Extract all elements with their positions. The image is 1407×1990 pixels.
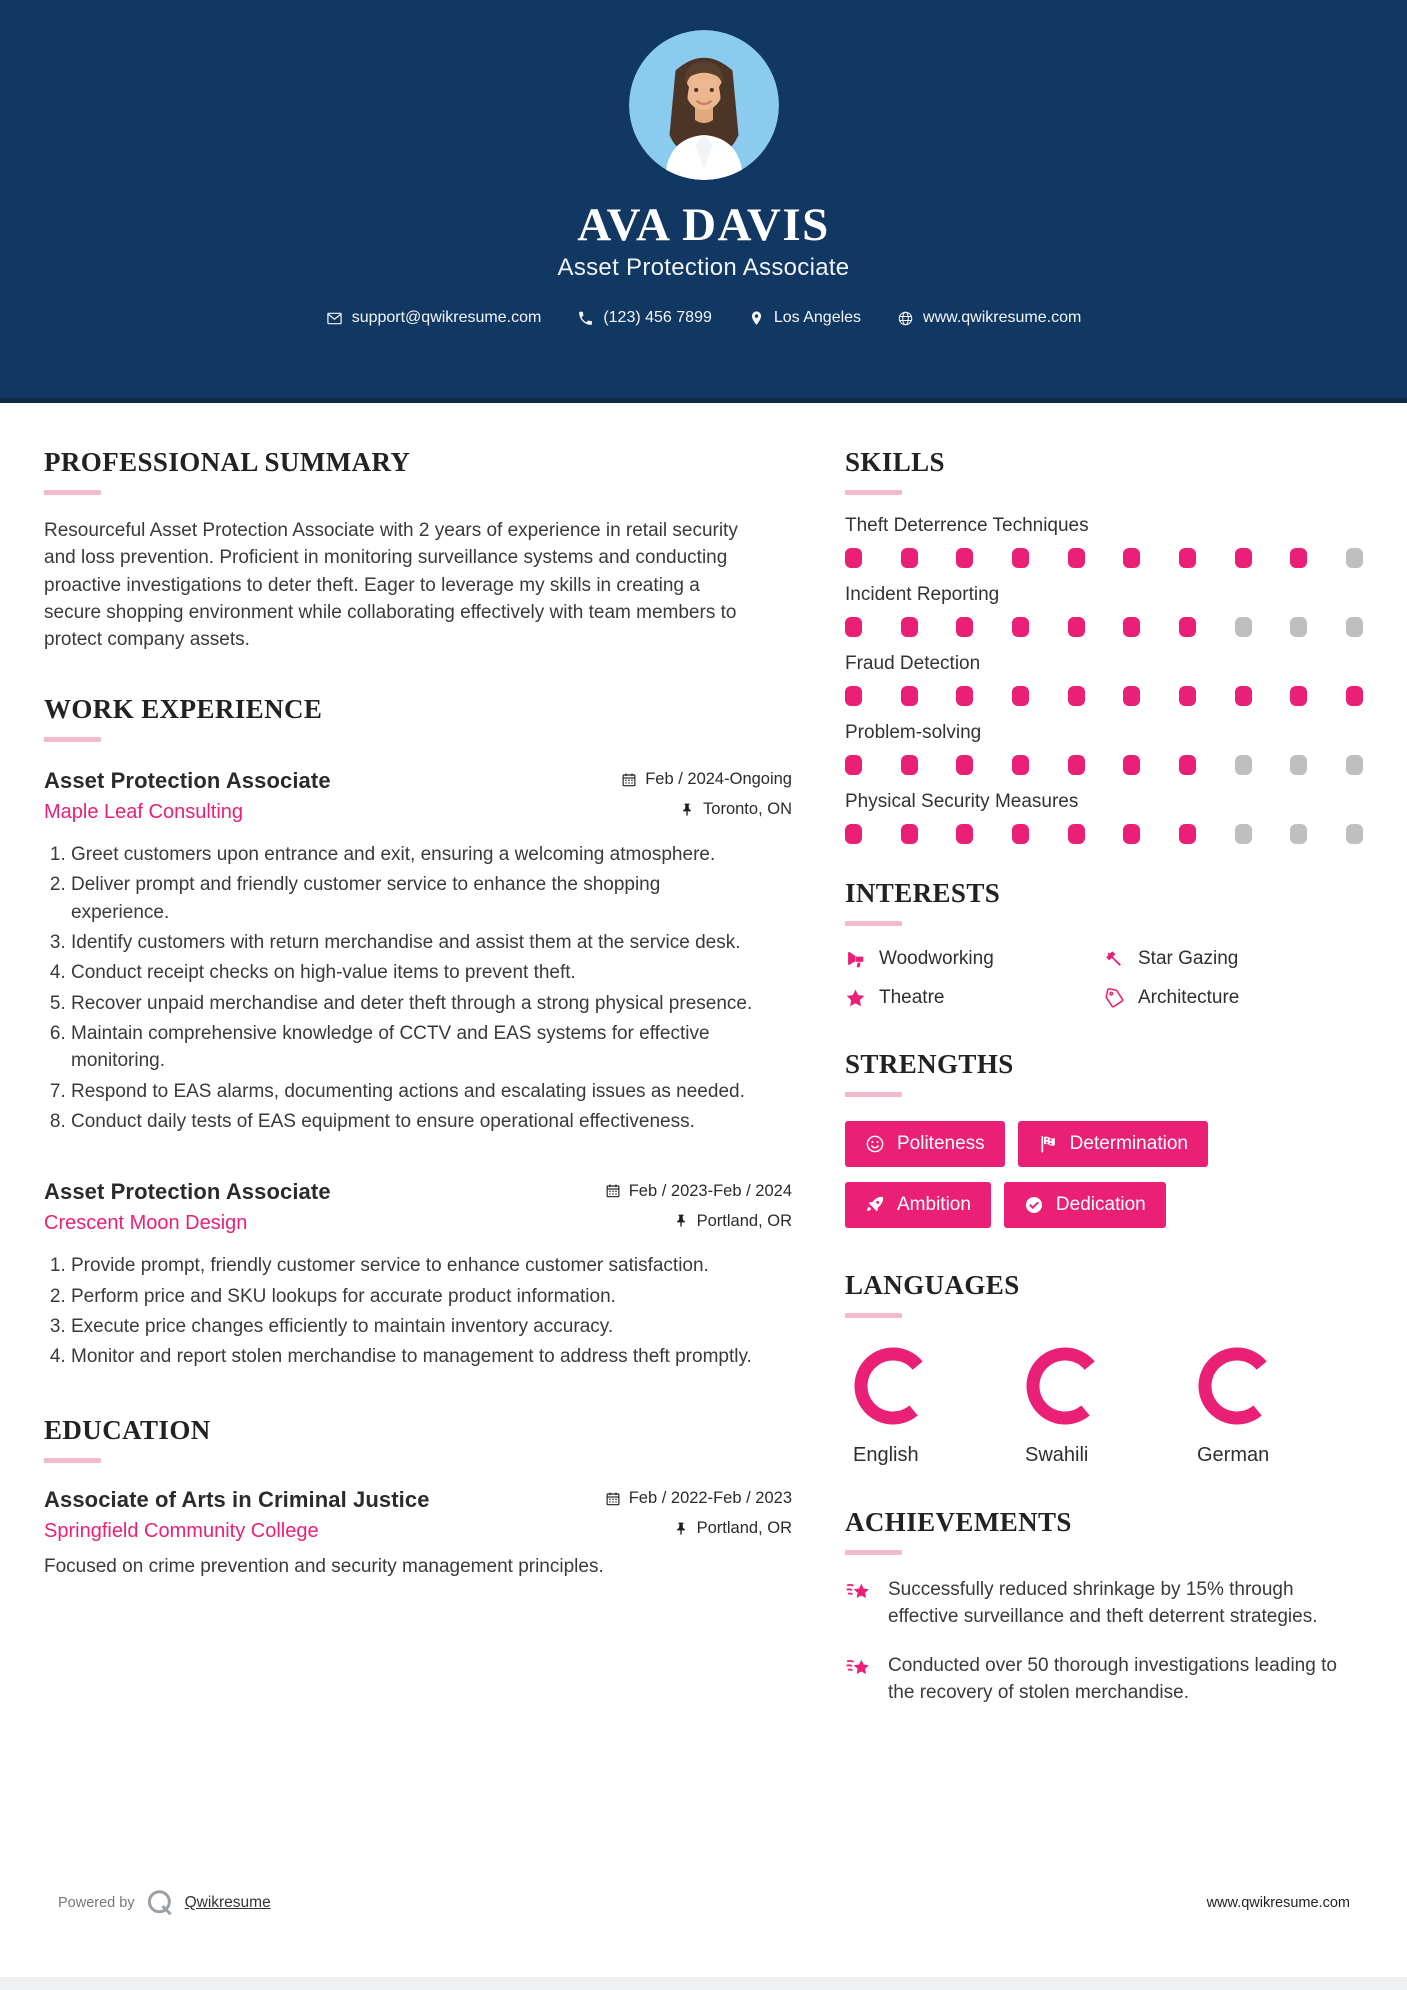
left-column [44, 447, 792, 1707]
interest-label: Theatre [879, 987, 945, 1008]
achievement-item [845, 1577, 1363, 1631]
powered-by [58, 1888, 271, 1918]
skill-dot [1068, 617, 1085, 637]
skill-dot [1012, 548, 1029, 568]
check-circle-icon [1024, 1195, 1044, 1215]
contact-email[interactable] [326, 309, 542, 327]
skill-dot [1068, 686, 1085, 706]
section-strengths [845, 1049, 1363, 1228]
job-bullet: 3. Execute price changes efficiently to maintain inventory accuracy. [71, 1313, 756, 1340]
strength-label: Ambition [897, 1194, 971, 1215]
skill-rating [845, 686, 1363, 706]
heading-underline [845, 1092, 902, 1097]
skill-dot [1012, 617, 1029, 637]
job-bullets [44, 1252, 792, 1370]
candidate-name: AVA DAVIS [577, 199, 830, 251]
section-interests [845, 878, 1363, 1009]
contact-phone[interactable] [577, 309, 712, 327]
job-dates-text: Feb / 2024-Ongoing [645, 770, 792, 789]
skill-dot [956, 824, 973, 844]
location-pin-icon [748, 310, 765, 327]
shooting-star-icon [845, 1579, 872, 1606]
calendar-icon [621, 772, 637, 788]
page-bottom-edge [0, 1977, 1407, 1990]
language-progress-ring [1023, 1344, 1107, 1428]
heading-underline [845, 921, 902, 926]
skill-dot [956, 755, 973, 775]
language-name: German [1197, 1444, 1270, 1466]
skill-item [845, 653, 1363, 706]
achievement-text: Successfully reduced shrinkage by 15% through effective surveillance and theft deterrent strategies. [888, 1579, 1318, 1627]
pushpin-icon [679, 802, 695, 818]
strength-label: Dedication [1055, 1194, 1146, 1215]
skill-dot [956, 617, 973, 637]
heading-underline [44, 737, 101, 742]
section-heading-summary: PROFESSIONAL SUMMARY [44, 447, 411, 477]
profile-photo [629, 30, 779, 180]
section-languages [845, 1270, 1363, 1467]
megaphone-icon [845, 949, 866, 970]
pushpin-icon [673, 1213, 689, 1229]
heading-underline [845, 1313, 902, 1318]
skill-dot [901, 755, 918, 775]
skill-dot [845, 548, 862, 568]
strength-badge [1018, 1121, 1208, 1167]
skill-dot [1290, 755, 1307, 775]
job-bullet: 3. Identify customers with return merchandise and assist them at the service desk. [71, 929, 756, 956]
skill-name: Theft Deterrence Techniques [845, 515, 1089, 536]
skill-dot [901, 686, 918, 706]
skill-dot [1179, 617, 1196, 637]
achievements-list [845, 1577, 1363, 1707]
skill-dot [1123, 824, 1140, 844]
skill-name: Fraud Detection [845, 653, 981, 674]
contact-bar [0, 309, 1407, 327]
job-location-text: Toronto, ON [703, 800, 792, 819]
job-bullet: 4. Conduct receipt checks on high-value items to prevent theft. [71, 959, 756, 986]
job-entry [44, 768, 792, 1136]
skill-dot [901, 617, 918, 637]
interest-label: Woodworking [879, 948, 994, 969]
degree-title: Associate of Arts in Criminal Justice [44, 1486, 430, 1512]
achievement-text: Conducted over 50 thorough investigations leading to the recovery of stolen merchandise. [888, 1654, 1337, 1703]
job-dates [605, 1182, 792, 1201]
job-entry [44, 1179, 792, 1370]
language-progress-ring [851, 1344, 935, 1428]
skill-rating [845, 617, 1363, 637]
strengths-badges [845, 1121, 1363, 1228]
skill-dot [1290, 824, 1307, 844]
skill-dot [1346, 686, 1363, 706]
education-location [673, 1519, 792, 1538]
skill-name: Incident Reporting [845, 584, 1000, 605]
star-icon [845, 988, 866, 1009]
skill-dot [1235, 824, 1252, 844]
job-bullet: 7. Respond to EAS alarms, documenting actions and escalating issues as needed. [71, 1078, 756, 1105]
section-heading-experience: WORK EXPERIENCE [44, 693, 323, 724]
skill-dot [845, 686, 862, 706]
contact-location [748, 309, 861, 327]
language-item [1017, 1344, 1189, 1467]
section-education [44, 1415, 792, 1578]
section-professional-summary [44, 447, 792, 654]
job-location [673, 1212, 792, 1231]
job-bullet: 5. Recover unpaid merchandise and deter theft through a strong physical presence. [71, 990, 756, 1017]
job-title: Asset Protection Associate [44, 1179, 331, 1205]
skill-dot [1179, 548, 1196, 568]
strength-label: Politeness [897, 1133, 985, 1154]
tag-icon [1104, 988, 1125, 1009]
qwikresume-logo-icon [145, 1888, 175, 1918]
header [0, 0, 1407, 403]
content [0, 403, 1407, 1707]
section-skills [845, 447, 1363, 844]
heading-underline [44, 490, 101, 495]
skill-dot [1179, 824, 1196, 844]
languages-row [845, 1344, 1363, 1467]
skill-dot [1012, 686, 1029, 706]
skill-name: Physical Security Measures [845, 791, 1079, 812]
footer [0, 1888, 1407, 1918]
skill-dot [1235, 548, 1252, 568]
education-location-text: Portland, OR [696, 1519, 792, 1538]
calendar-icon [605, 1491, 621, 1507]
job-bullet: 8. Conduct daily tests of EAS equipment to ensure operational effectiveness. [71, 1108, 756, 1135]
language-item [1189, 1344, 1361, 1467]
skill-dot [1346, 617, 1363, 637]
skill-rating [845, 824, 1363, 844]
strength-badge [845, 1121, 1005, 1167]
globe-icon [897, 310, 914, 327]
section-achievements [845, 1507, 1363, 1707]
smiley-icon [865, 1134, 885, 1154]
skill-dot [1068, 824, 1085, 844]
heading-underline [845, 490, 902, 495]
job-bullet: 4. Monitor and report stolen merchandise to management to address theft promptly. [71, 1343, 756, 1370]
footer-website: www.qwikresume.com [1206, 1895, 1350, 1911]
contact-website-text: www.qwikresume.com [923, 309, 1082, 326]
education-dates [605, 1489, 792, 1508]
skill-dot [956, 686, 973, 706]
skill-dot [1290, 686, 1307, 706]
interest-label: Star Gazing [1138, 948, 1239, 969]
calendar-icon [605, 1183, 621, 1199]
heading-underline [44, 1458, 101, 1463]
job-bullet: 2. Deliver prompt and friendly customer service to enhance the shopping experience. [71, 871, 756, 926]
interest-item [1104, 948, 1363, 970]
skill-rating [845, 755, 1363, 775]
achievement-item [845, 1653, 1363, 1707]
skill-dot [956, 548, 973, 568]
pushpin-icon [673, 1521, 689, 1537]
section-heading-languages: LANGUAGES [845, 1270, 1020, 1300]
skill-dot [845, 824, 862, 844]
skill-dot [1179, 755, 1196, 775]
contact-email-text: support@qwikresume.com [351, 309, 542, 326]
skills-list [845, 515, 1363, 844]
school-name: Springfield Community College [44, 1519, 319, 1542]
language-progress-ring [1195, 1344, 1279, 1428]
skill-dot [1012, 824, 1029, 844]
strength-label: Determination [1069, 1133, 1188, 1154]
education-dates-text: Feb / 2022-Feb / 2023 [628, 1489, 792, 1508]
skill-dot [1346, 548, 1363, 568]
interests-grid [845, 948, 1363, 1009]
powered-by-label: Powered by [58, 1895, 135, 1911]
contact-location-text: Los Angeles [773, 309, 862, 326]
job-bullet: 6. Maintain comprehensive knowledge of CCTV and EAS systems for effective monitoring. [71, 1020, 756, 1075]
skill-dot [1179, 686, 1196, 706]
qwikresume-link[interactable]: Qwikresume [184, 1894, 271, 1911]
contact-phone-text: (123) 456 7899 [603, 309, 712, 326]
strength-badge [1004, 1182, 1166, 1228]
jobs-container [44, 768, 792, 1371]
flag-icon [1038, 1134, 1058, 1154]
section-heading-skills: SKILLS [845, 447, 945, 477]
gavel-icon [1104, 949, 1125, 970]
skill-rating [845, 548, 1363, 568]
skill-dot [1235, 755, 1252, 775]
candidate-title: Asset Protection Associate [557, 254, 850, 281]
language-name: Swahili [1025, 1444, 1089, 1466]
job-company: Maple Leaf Consulting [44, 800, 244, 823]
job-company: Crescent Moon Design [44, 1212, 248, 1235]
skill-dot [845, 617, 862, 637]
skill-dot [1235, 617, 1252, 637]
heading-underline [845, 1550, 902, 1555]
skill-dot [845, 755, 862, 775]
job-location [679, 800, 792, 819]
job-bullet: 1. Greet customers upon entrance and exit, ensuring a welcoming atmosphere. [71, 841, 756, 868]
section-heading-strengths: STRENGTHS [845, 1049, 1014, 1079]
section-work-experience [44, 694, 792, 1371]
skill-dot [901, 548, 918, 568]
interest-item [845, 987, 1104, 1009]
job-location-text: Portland, OR [696, 1211, 792, 1230]
skill-item [845, 722, 1363, 775]
job-bullets [44, 841, 792, 1136]
phone-icon [577, 310, 594, 327]
skill-dot [901, 824, 918, 844]
job-dates [621, 770, 792, 789]
skill-dot [1346, 755, 1363, 775]
skill-dot [1346, 824, 1363, 844]
skill-item [845, 791, 1363, 844]
rocket-icon [865, 1195, 885, 1215]
interest-label: Architecture [1138, 987, 1240, 1008]
section-heading-education: EDUCATION [44, 1414, 211, 1445]
skill-dot [1290, 548, 1307, 568]
portrait-illustration [629, 30, 779, 180]
job-dates-text: Feb / 2023-Feb / 2024 [628, 1181, 792, 1200]
skill-dot [1123, 548, 1140, 568]
skill-dot [1068, 548, 1085, 568]
job-title: Asset Protection Associate [44, 767, 331, 793]
skill-item [845, 515, 1363, 568]
language-item [845, 1344, 1017, 1467]
education-description: Focused on crime prevention and security management principles. [44, 1555, 604, 1577]
section-heading-achievements: ACHIEVEMENTS [845, 1507, 1072, 1537]
skill-name: Problem-solving [845, 722, 982, 743]
contact-website[interactable] [897, 309, 1081, 327]
skill-dot [1068, 755, 1085, 775]
skill-dot [1012, 755, 1029, 775]
skill-item [845, 584, 1363, 637]
skill-dot [1123, 617, 1140, 637]
language-name: English [853, 1444, 919, 1466]
skill-dot [1235, 686, 1252, 706]
job-bullet: 1. Provide prompt, friendly customer service to enhance customer satisfaction. [71, 1252, 756, 1279]
skill-dot [1123, 755, 1140, 775]
right-column [845, 447, 1363, 1707]
interest-item [1104, 987, 1363, 1009]
shooting-star-icon [845, 1655, 872, 1682]
interest-item [845, 948, 1104, 970]
section-heading-interests: INTERESTS [845, 878, 1001, 908]
summary-text: Resourceful Asset Protection Associate with 2 years of experience in retail security and loss prevention. Proficient in monitoring surveillance systems and conducting proactive investigations to deter theft. Eager to leverage my skills in creating a secure shopping environment while collaborating effectively with team members to protect company assets. [44, 520, 738, 651]
skill-dot [1290, 617, 1307, 637]
skill-dot [1123, 686, 1140, 706]
envelope-icon [326, 310, 343, 327]
job-bullet: 2. Perform price and SKU lookups for accurate product information. [71, 1283, 756, 1310]
strength-badge [845, 1182, 991, 1228]
